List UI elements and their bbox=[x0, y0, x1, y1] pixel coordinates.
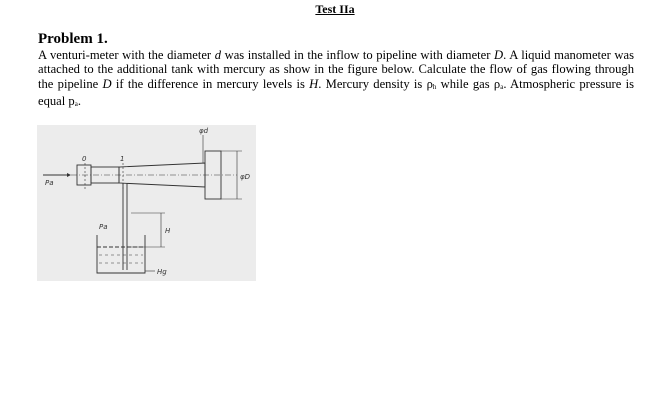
label-dia-large: φD bbox=[240, 173, 251, 181]
label-section-1: 1 bbox=[120, 155, 125, 163]
venturi-figure bbox=[37, 125, 256, 281]
label-mercury: Hg bbox=[157, 268, 167, 276]
page-heading: Test IIa bbox=[315, 2, 355, 16]
venturi-diagram bbox=[37, 125, 256, 281]
flow-arrow-head bbox=[67, 173, 71, 177]
label-section-0: 0 bbox=[82, 155, 87, 163]
mercury-tank bbox=[97, 235, 145, 273]
label-height: H bbox=[165, 227, 171, 235]
label-pa-tank: Pa bbox=[99, 223, 108, 231]
problem-title: Problem 1. bbox=[38, 31, 108, 47]
label-dia-small: φd bbox=[199, 127, 209, 135]
label-pa-left: Pa bbox=[45, 179, 54, 187]
problem-statement: A venturi-meter with the diameter d was installed in the inflow to pipeline with diameter D. A liquid manometer was attached to the additional tank with mercury as show in the figure below. Calculate the flow of gas flowing through the pipeline D if the difference in mercury levels is H. Mercury density is $\rho_h$ while gas $\rho_a$. Atmospheric pressure is equal $p_a$. bbox=[38, 48, 634, 108]
